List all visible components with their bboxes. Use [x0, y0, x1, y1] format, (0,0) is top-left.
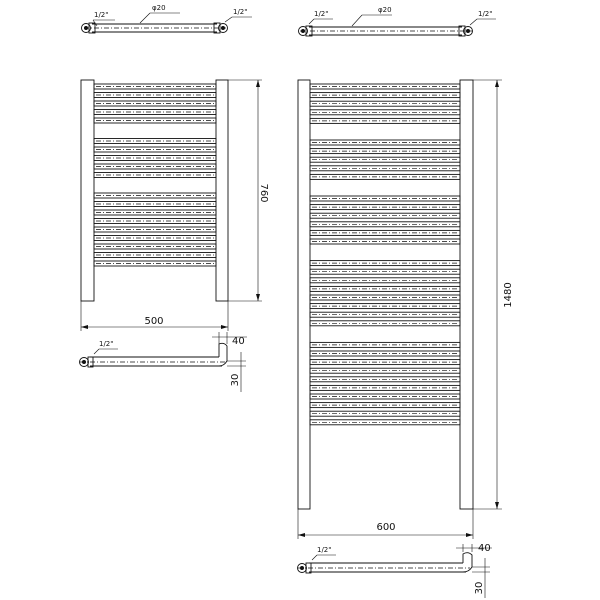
- small-front-view: [81, 80, 228, 301]
- thread-label-right: 1/2": [233, 8, 248, 16]
- large-thread-label-left: 1/2": [314, 10, 329, 18]
- large-left-rail: [298, 80, 310, 509]
- large-front-view: [298, 80, 473, 509]
- large-depth-label: 40: [478, 543, 491, 554]
- large-top-view: [299, 6, 497, 36]
- small-width-label: 500: [144, 316, 164, 327]
- large-pipe-diameter-label: φ20: [378, 6, 392, 14]
- small-offset-label: 30: [230, 373, 241, 387]
- large-offset-label: 30: [474, 581, 485, 595]
- small-side-thread-label: 1/2": [99, 340, 114, 348]
- small-left-rail: [81, 80, 94, 301]
- large-side-bend-icon: [463, 553, 472, 572]
- pipe-diameter-label: φ20: [152, 4, 166, 12]
- small-right-rail: [216, 80, 228, 301]
- large-height-label: 1480: [503, 282, 514, 308]
- small-top-view: [82, 4, 253, 33]
- small-side-view: [80, 332, 248, 392]
- small-side-bend-icon: [219, 343, 227, 366]
- large-side-thread-label: 1/2": [317, 546, 332, 554]
- large-side-view: [298, 543, 493, 598]
- large-width-label: 600: [376, 522, 396, 533]
- large-bar-set: [310, 84, 460, 425]
- thread-label-left: 1/2": [94, 11, 109, 19]
- small-depth-label: 40: [232, 336, 245, 347]
- small-height-label: 760: [258, 183, 269, 203]
- large-right-rail: [460, 80, 473, 509]
- large-thread-label-right: 1/2": [478, 10, 493, 18]
- small-bar-set: [94, 84, 216, 266]
